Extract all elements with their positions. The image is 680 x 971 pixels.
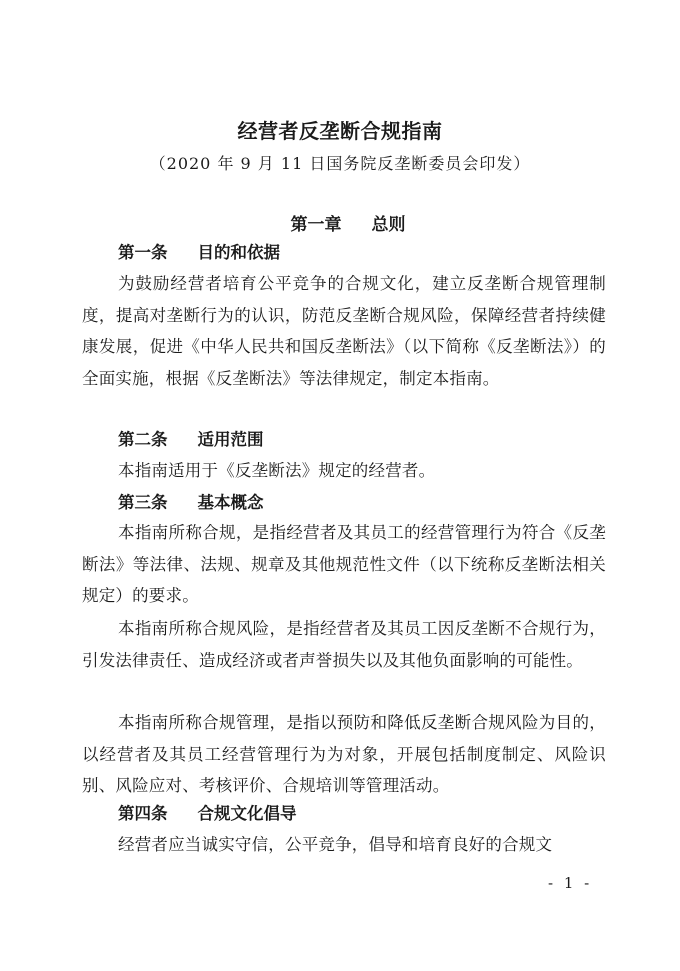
chapter-name: 总则: [371, 215, 406, 235]
article-paragraph: 本指南所称合规管理，是指以预防和降低反垄断合规风险为目的，以经营者及其员工经营管理行为为对象，开展包括制度制定、风险识别、风险应对、考核评价、合规培训等管理活动。: [82, 713, 606, 795]
article-paragraph: 本指南适用于《反垄断法》规定的经营者。: [118, 461, 436, 480]
article-number: 第一条: [118, 243, 168, 262]
article-heading: [118, 239, 280, 267]
article-paragraph: 为鼓励经营者培育公平竞争的合规文化，建立反垄断合规管理制度，提高对垄断行为的认识，防范反垄断合规风险，保障经营者持续健康发展，促进《中华人民共和国反垄断法》（以下简称《反垄断法》）的全面实施，根据《反垄断法》等法律规定，制定本指南。: [82, 274, 606, 388]
article-title: 合规文化倡导: [197, 804, 297, 823]
article-title: 基本概念: [197, 493, 264, 512]
article-title: 适用范围: [197, 430, 264, 449]
article-number: 第四条: [118, 804, 168, 823]
article-paragraph: 本指南所称合规风险，是指经营者及其员工因反垄断不合规行为，引发法律责任、造成经济或者声誉损失以及其他负面影响的可能性。: [82, 619, 606, 670]
article-heading: [118, 489, 264, 517]
chapter-number: 第一章: [290, 215, 342, 235]
article-heading: [118, 426, 264, 454]
article-number: 第二条: [118, 430, 168, 449]
page-number: - 1 -: [548, 874, 593, 892]
article-paragraph: 经营者应当诚实守信，公平竞争，倡导和培育良好的合规文: [118, 835, 553, 854]
article-heading: [118, 800, 297, 828]
chapter-heading: [0, 212, 680, 238]
article-title: 目的和依据: [197, 243, 280, 262]
article-paragraph: 本指南所称合规，是指经营者及其员工的经营管理行为符合《反垄断法》等法律、法规、规章及其他规范性文件（以下统称反垄断法相关规定）的要求。: [82, 523, 606, 605]
document-title: 经营者反垄断合规指南: [237, 119, 443, 143]
article-number: 第三条: [118, 493, 168, 512]
document-subtitle: （2020 年 9 月 11 日国务院反垄断委员会印发）: [149, 154, 531, 173]
